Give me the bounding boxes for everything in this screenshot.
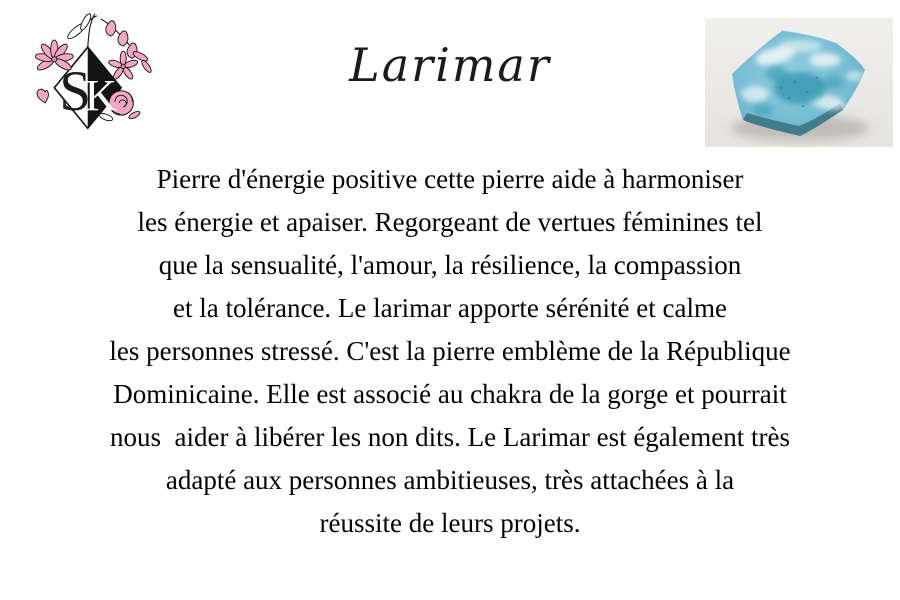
body-line: réussite de leurs projets. <box>319 508 581 538</box>
body-line: adapté aux personnes ambitieuses, très attachées à la <box>165 465 735 495</box>
body-line: que la sensualité, l'amour, la résilience, la compassion <box>158 250 742 280</box>
page-title: Larimar <box>349 38 551 92</box>
monogram-letter-k: K <box>84 69 117 120</box>
description-text <box>0 158 900 545</box>
body-line: Dominicaine. Elle est associé au chakra de la gorge et pourrait <box>113 379 787 409</box>
larimar-stone-photo <box>705 18 893 147</box>
body-line: les énergie et apaiser. Regorgeant de vertues féminines tel <box>137 207 763 237</box>
body-line: nous aider à libérer les non dits. Le Larimar est également très <box>110 422 790 452</box>
monogram-letter-s: S <box>59 59 91 123</box>
body-line: Pierre d'énergie positive cette pierre aide à harmoniser <box>156 164 744 194</box>
body-line: les personnes stressé. C'est la pierre emblème de la République <box>109 336 791 366</box>
body-line: et la tolérance. Le larimar apporte sérénité et calme <box>173 293 727 323</box>
